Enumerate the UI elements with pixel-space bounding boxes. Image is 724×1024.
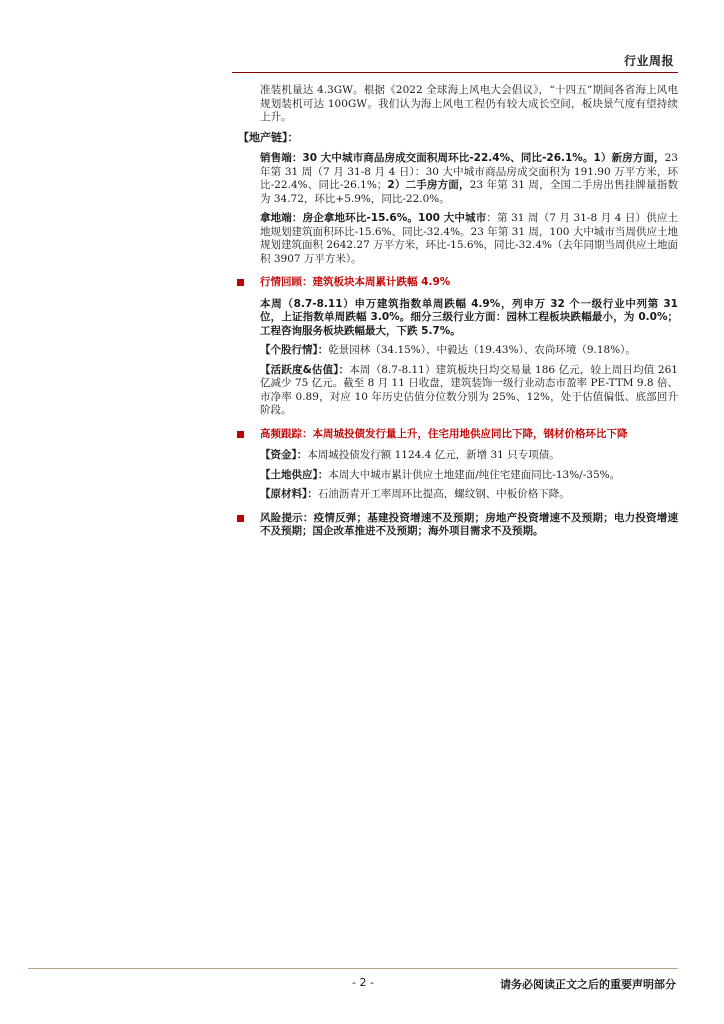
market-review-bullet [238, 276, 678, 290]
footer-divider [28, 968, 678, 969]
activity-label: 【活跃度&估值】： [260, 363, 350, 376]
disclaimer-note: 请务必阅读正文之后的重要声明部分 [500, 978, 676, 991]
activity-detail: 本周（8.7-8.11）建筑板块日均交易量 186 亿元，较上周日均值 261 亿减少 75 亿元。截至 8 月 11 日收盘，建筑装饰一级行业动态市盈率 PE-TTM 9.8 倍、市净率 0.89，对应 10 年历史估值分位数分别为 25%、12%，处于估值偏低、底部回升阶段。 [260, 363, 678, 416]
land-supply-detail: 本周大中城市累计供应土地建面/纯住宅建面同比-13%/-35%。 [328, 468, 621, 481]
risk-bullet [238, 512, 678, 539]
tracking-bullet [238, 428, 678, 442]
market-review-title: 行情回顾：建筑板块本周累计跌幅 4.9% [260, 276, 451, 288]
land-paragraph [260, 212, 678, 266]
land-supply-label: 【土地供应】： [260, 468, 329, 481]
bullet-square-icon [237, 431, 244, 438]
activity-paragraph [260, 364, 678, 418]
stocks-label: 【个股行情】： [260, 344, 329, 356]
bullet-square-icon [237, 279, 244, 286]
stocks-paragraph [260, 344, 678, 358]
funds-label: 【资金】： [260, 449, 308, 461]
tracking-title: 高频跟踪：本周城投债发行量上升，住宅用地供应同比下降，钢材价格环比下降 [260, 427, 628, 440]
materials-paragraph [260, 488, 678, 502]
sales-detail: 23 年第 31 周（7 月 31-8 月 4 日）：30 大中城市商品房成交面积为 191.90 万平方米，环比-22.4%、同比-26.1%； [260, 152, 678, 191]
materials-label: 【原材料】： [260, 488, 318, 500]
materials-detail: 石油沥青开工率周环比提高，螺纹钢、中板价格下降。 [317, 488, 570, 500]
bullet-square-icon [237, 515, 244, 522]
real-estate-heading: 【地产链】： [238, 130, 299, 144]
funds-detail: 本周城投债发行额 1124.4 亿元，新增 31 只专项债。 [307, 449, 560, 461]
land-supply-paragraph [260, 469, 678, 483]
risk-warning: 风险提示：疫情反弹；基建投资增速不及预期；房地产投资增速不及预期；电力投资增速不及预期；国企改革推进不及预期；海外项目需求不及预期。 [260, 511, 678, 537]
report-body [238, 84, 678, 547]
secondhand-lead: 2）二手房方面， [387, 179, 470, 191]
header-divider [232, 72, 678, 73]
stocks-detail: 乾景园林（34.15%）、中毅达（19.43%）、农尚环境（9.18%）。 [328, 344, 636, 356]
funds-paragraph [260, 449, 678, 463]
land-lead: 拿地端：房企拿地环比-15.6%。100 大中城市 [260, 212, 487, 224]
offshore-wind-paragraph: 准装机量达 4.3GW。根据《2022 全球海上风电大会倡议》，“十四五”期间各省海上风电规划装机可达 100GW。我们认为海上风电工程仍有较大成长空间，板块景气度有望持续上升。 [260, 84, 678, 123]
sales-paragraph [260, 152, 678, 206]
report-type-label: 行业周报 [623, 54, 674, 68]
index-performance-paragraph: 本周（8.7-8.11）申万建筑指数单周跌幅 4.9%，列申万 32 个一级行业中列第 31 位，上证指数单周跌幅 3.0%。细分三级行业方面：园林工程板块跌幅最小，为 0.0%；工程咨询服务板块跌幅最大，下跌 5.7%。 [260, 297, 678, 337]
sales-lead: 销售端：30 大中城市商品房成交面积周环比-22.4%、同比-26.1%。1）新房方面， [260, 152, 665, 164]
page-number: - 2 - [352, 976, 374, 989]
land-detail: ：第 31 周（7 月 31-8 月 4 日）供应土地规划建筑面积环比-15.6%、同比-32.4%。23 年第 31 周，100 大中城市当周供应土地规划建筑面积 2642.27 万平方米，环比-15.6%，同比-32.4%（去年同期当周供应土地面积 3907 万平方米）。 [260, 212, 678, 265]
secondhand-detail: 23 年第 31 周，全国二手房出售挂牌量指数为 34.72，环比+5.9%，同比-22.0%。 [260, 179, 679, 205]
